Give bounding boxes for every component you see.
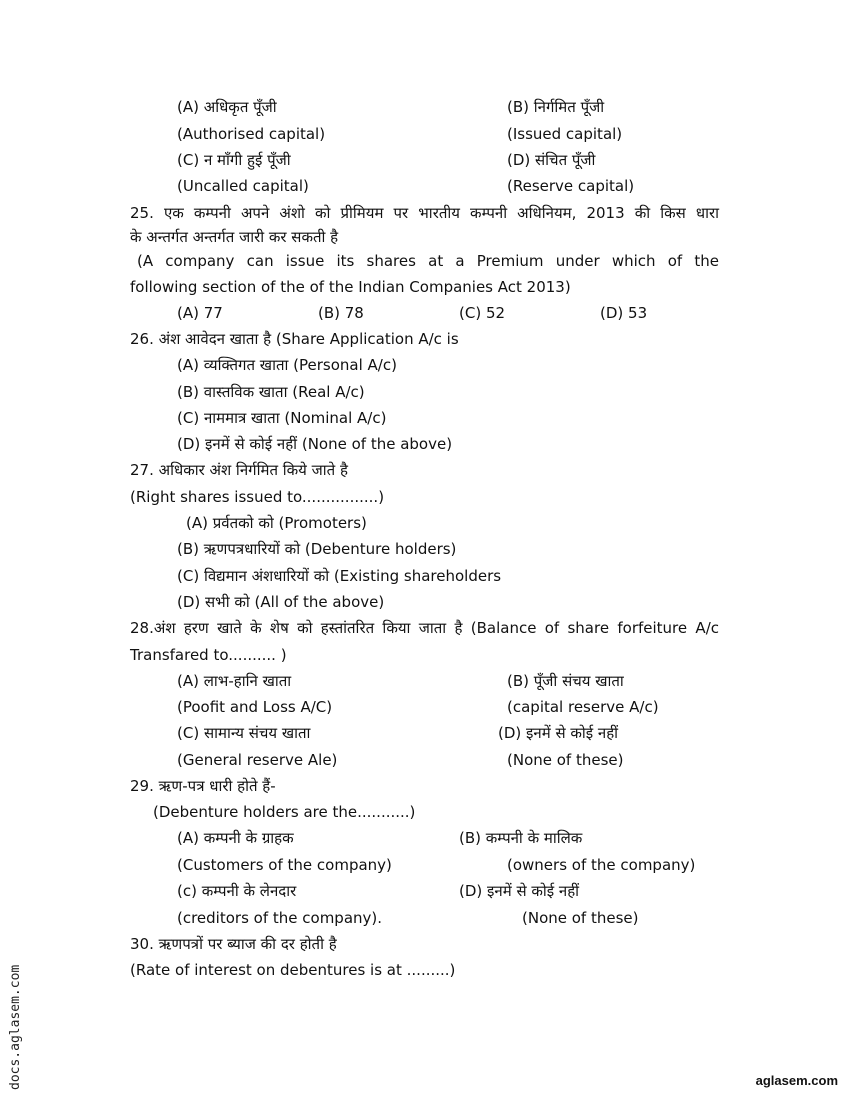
q28-question-line2: Transfared to.......... ): [130, 646, 287, 664]
q28-option-c-english: (General reserve Ale): [177, 751, 338, 769]
q25-option-b: (B) 78: [318, 304, 364, 322]
q24-option-d: (D) संचित पूँजी: [507, 151, 596, 169]
q25-question-english-line2: following section of the of the Indian Companies Act 2013): [130, 278, 571, 296]
q25-question-hindi-line2: के अन्तर्गत अन्तर्गत जारी कर सकती है: [130, 228, 339, 246]
q30-question: 30. ऋणपत्रों पर ब्याज की दर होती है: [130, 935, 337, 953]
brand-footer-link[interactable]: aglasem.com: [755, 1073, 838, 1088]
q28-option-b: (B) पूँजी संचय खाता: [507, 672, 624, 690]
q27-option-a: (A) प्रर्वतको को (Promoters): [186, 514, 367, 532]
q29-option-b: (B) कम्पनी के मालिक: [459, 829, 583, 847]
q24-option-a: (A) अधिकृत पूँजी: [177, 98, 277, 116]
q30-question-english: (Rate of interest on debentures is at .........): [130, 961, 456, 979]
q27-question-english: (Right shares issued to................): [130, 488, 385, 506]
q29-option-a-english: (Customers of the company): [177, 856, 392, 874]
q29-option-a: (A) कम्पनी के ग्राहक: [177, 829, 294, 847]
q26-question: 26. अंश आवेदन खाता है (Share Application A/c is: [130, 330, 459, 348]
q24-option-c-english: (Uncalled capital): [177, 177, 309, 195]
q29-option-b-english: (owners of the company): [507, 856, 696, 874]
q28-option-d-english: (None of these): [507, 751, 624, 769]
q28-option-a-english: (Poofit and Loss A/C): [177, 698, 333, 716]
q24-option-d-english: (Reserve capital): [507, 177, 635, 195]
q26-option-c: (C) नाममात्र खाता (Nominal A/c): [177, 409, 387, 427]
q28-option-b-english: (capital reserve A/c): [507, 698, 659, 716]
q27-option-c: (C) विद्यमान अंशधारियों को (Existing shareholders: [177, 567, 502, 585]
q24-option-b-english: (Issued capital): [507, 125, 623, 143]
q28-option-a: (A) लाभ-हानि खाता: [177, 672, 292, 690]
q28-option-c: (C) सामान्य संचय खाता: [177, 724, 311, 742]
q24-option-b: (B) निर्गमित पूँजी: [507, 98, 605, 116]
q25-option-d: (D) 53: [600, 304, 648, 322]
q29-option-c-english: (creditors of the company).: [177, 909, 383, 927]
q25-question-english-line1: (A company can issue its shares at a Premium under which of the: [137, 252, 719, 270]
q25-question-hindi-line1: 25. एक कम्पनी अपने अंशो को प्रीमियम पर भारतीय कम्पनी अधिनियम, 2013 की किस धारा: [130, 204, 719, 222]
q28-option-d: (D) इनमें से कोई नहीं: [498, 724, 619, 742]
q25-option-c: (C) 52: [459, 304, 506, 322]
q29-option-d-english: (None of these): [522, 909, 639, 927]
q27-option-d: (D) सभी को (All of the above): [177, 593, 385, 611]
q29-question-english: (Debenture holders are the...........): [153, 803, 416, 821]
q29-option-d: (D) इनमें से कोई नहीं: [459, 882, 580, 900]
q29-option-c: (c) कम्पनी के लेनदार: [177, 882, 297, 900]
q26-option-d: (D) इनमें से कोई नहीं (None of the above): [177, 435, 453, 453]
q26-option-b: (B) वास्तविक खाता (Real A/c): [177, 383, 365, 401]
q27-option-b: (B) ऋणपत्रधारियों को (Debenture holders): [177, 540, 457, 558]
q29-question: 29. ऋण-पत्र धारी होते हैं-: [130, 777, 276, 795]
q25-option-a: (A) 77: [177, 304, 223, 322]
q24-option-c: (C) न माँगी हुई पूँजी: [177, 151, 291, 169]
q26-option-a: (A) व्यक्तिगत खाता (Personal A/c): [177, 356, 397, 374]
side-watermark: docs.aglasem.com: [8, 964, 23, 1090]
q24-option-a-english: (Authorised capital): [177, 125, 326, 143]
q28-question-line1: 28.अंश हरण खाते के शेष को हस्तांतरित किया जाता है (Balance of share forfeiture A/c: [130, 619, 719, 637]
q27-question: 27. अधिकार अंश निर्गमित किये जाते है: [130, 461, 348, 479]
